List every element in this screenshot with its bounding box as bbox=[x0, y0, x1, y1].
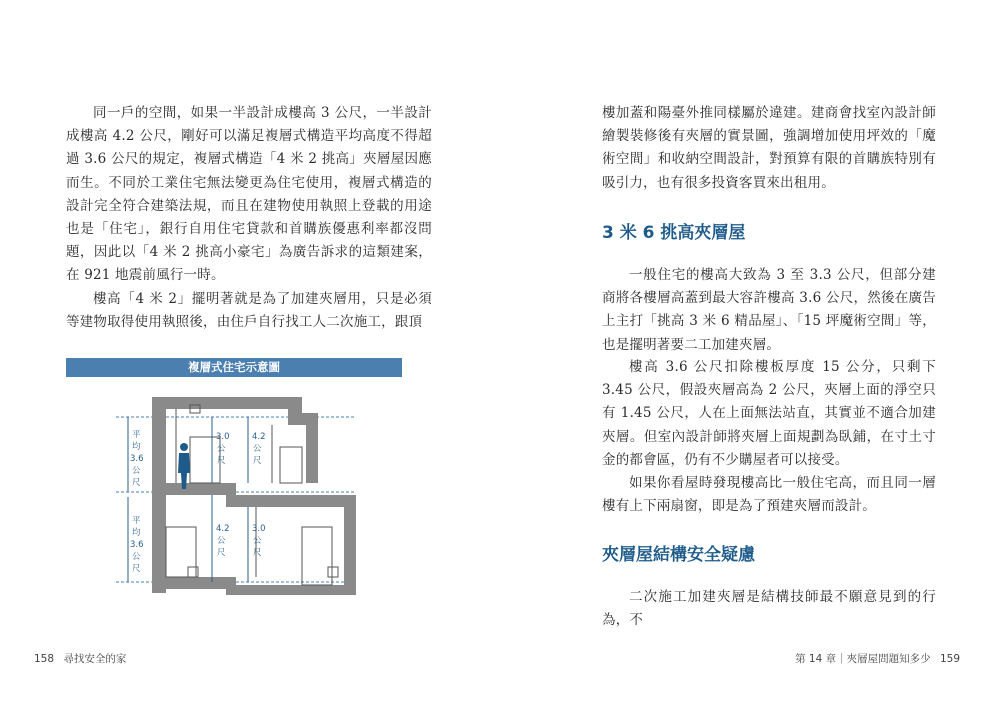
avg-upper-3: 3.6 bbox=[130, 454, 144, 464]
book-title: 尋找安全的家 bbox=[63, 653, 127, 665]
left-paragraph-2: 樓高「4 米 2」擺明著就是為了加建夾層用，只是必須等建物取得使用執照後，由住戶自行找工人二次施工，跟頂 bbox=[66, 291, 432, 331]
h1-3: 尺 bbox=[217, 456, 226, 466]
section-heading-1: 3 米 6 挑高夾層屋 bbox=[602, 223, 746, 243]
walls bbox=[152, 397, 356, 595]
right-page-number: 159 bbox=[939, 653, 960, 665]
left-footer bbox=[34, 651, 132, 666]
avg-lower-3: 3.6 bbox=[130, 540, 144, 550]
h2-1: 4.2 bbox=[252, 432, 266, 442]
person-icon bbox=[178, 443, 190, 489]
h3-2: 公 bbox=[217, 536, 226, 546]
h2-3: 尺 bbox=[253, 456, 262, 466]
section1-paragraph-3: 如果你看屋時發現樓高比一般住宅高，而且同一層樓有上下兩扇窗，即是為了預建夾層而設計。 bbox=[602, 475, 936, 515]
avg-lower-4: 公 bbox=[132, 552, 141, 562]
avg-upper-1: 平 bbox=[132, 430, 141, 440]
h4-1: 3.0 bbox=[252, 524, 266, 534]
left-paragraph-1: 同一戶的空間，如果一半設計成樓高 3 公尺，一半設計成樓高 4.2 公尺，剛好可以滿足複層式構造平均高度不得超過 3.6 公尺的規定，複層式構造「4 米 2 挑高」夾層屋因應而生。不同於工業住宅無法變更為住宅使用，複層式構造的設計完全符合建築法規，而且在建物使用執照上登載的用途也是「住宅」，銀行自用住宅貸款和首購族優惠利率都沒問題，因此以「4 米 2 挑高小豪宅」為廣告訴求的這類建案，在 921 地震前風行一時。 bbox=[66, 105, 432, 284]
diagram-title: 複層式住宅示意圖 bbox=[66, 358, 402, 377]
right-intro-paragraph: 樓加蓋和陽臺外推同樣屬於違建。建商會找室內設計師繪製裝修後有夾層的實景圖，強調增加使用坪效的「魔術空間」和收納空間設計，對預算有限的首購族特別有吸引力，也有很多投資客買來出租用。 bbox=[602, 105, 936, 191]
h4-2: 公 bbox=[253, 536, 262, 546]
avg-lower-5: 尺 bbox=[132, 564, 141, 574]
chapter-title: 第 14 章｜夾層屋問題知多少 bbox=[795, 653, 931, 665]
h4-3: 尺 bbox=[253, 548, 262, 558]
section1-paragraph-2: 樓高 3.6 公尺扣除樓板厚度 15 公分，只剩下 3.45 公尺，假設夾層高為 2 公尺，夾層上面的淨空只有 1.45 公尺，人在上面無法站直，其實並不適合加建夾層。但室內設計師將夾層上面規劃為臥鋪，在寸土寸金的都會區，仍有不少購屋者可以接受。 bbox=[602, 359, 936, 468]
avg-lower-2: 均 bbox=[132, 528, 141, 538]
duplex-diagram bbox=[66, 358, 402, 608]
h2-2: 公 bbox=[253, 444, 262, 454]
avg-lower-1: 平 bbox=[132, 516, 141, 526]
avg-upper-4: 公 bbox=[132, 466, 141, 476]
h3-3: 尺 bbox=[217, 548, 226, 558]
section2-paragraph-1: 二次施工加建夾層是結構技師最不願意見到的行為，不 bbox=[602, 589, 936, 629]
left-page-number: 158 bbox=[34, 653, 55, 665]
right-footer bbox=[795, 651, 966, 666]
h1-2: 公 bbox=[217, 444, 226, 454]
avg-upper-2: 均 bbox=[132, 442, 141, 452]
section1-paragraph-1: 一般住宅的樓高大致為 3 至 3.3 公尺，但部分建商將各樓層高蓋到最大容許樓高 3.6 公尺，然後在廣告上主打「挑高 3 米 6 精品屋」、「15 坪魔術空間」等，也是擺明著要二工加建夾層。 bbox=[602, 267, 936, 353]
h3-1: 4.2 bbox=[216, 524, 230, 534]
section-heading-2: 夾層屋結構安全疑慮 bbox=[602, 545, 755, 565]
avg-upper-5: 尺 bbox=[132, 478, 141, 488]
duplex-section-drawing bbox=[66, 377, 402, 608]
h1-1: 3.0 bbox=[216, 432, 230, 442]
right-page bbox=[500, 0, 1000, 707]
